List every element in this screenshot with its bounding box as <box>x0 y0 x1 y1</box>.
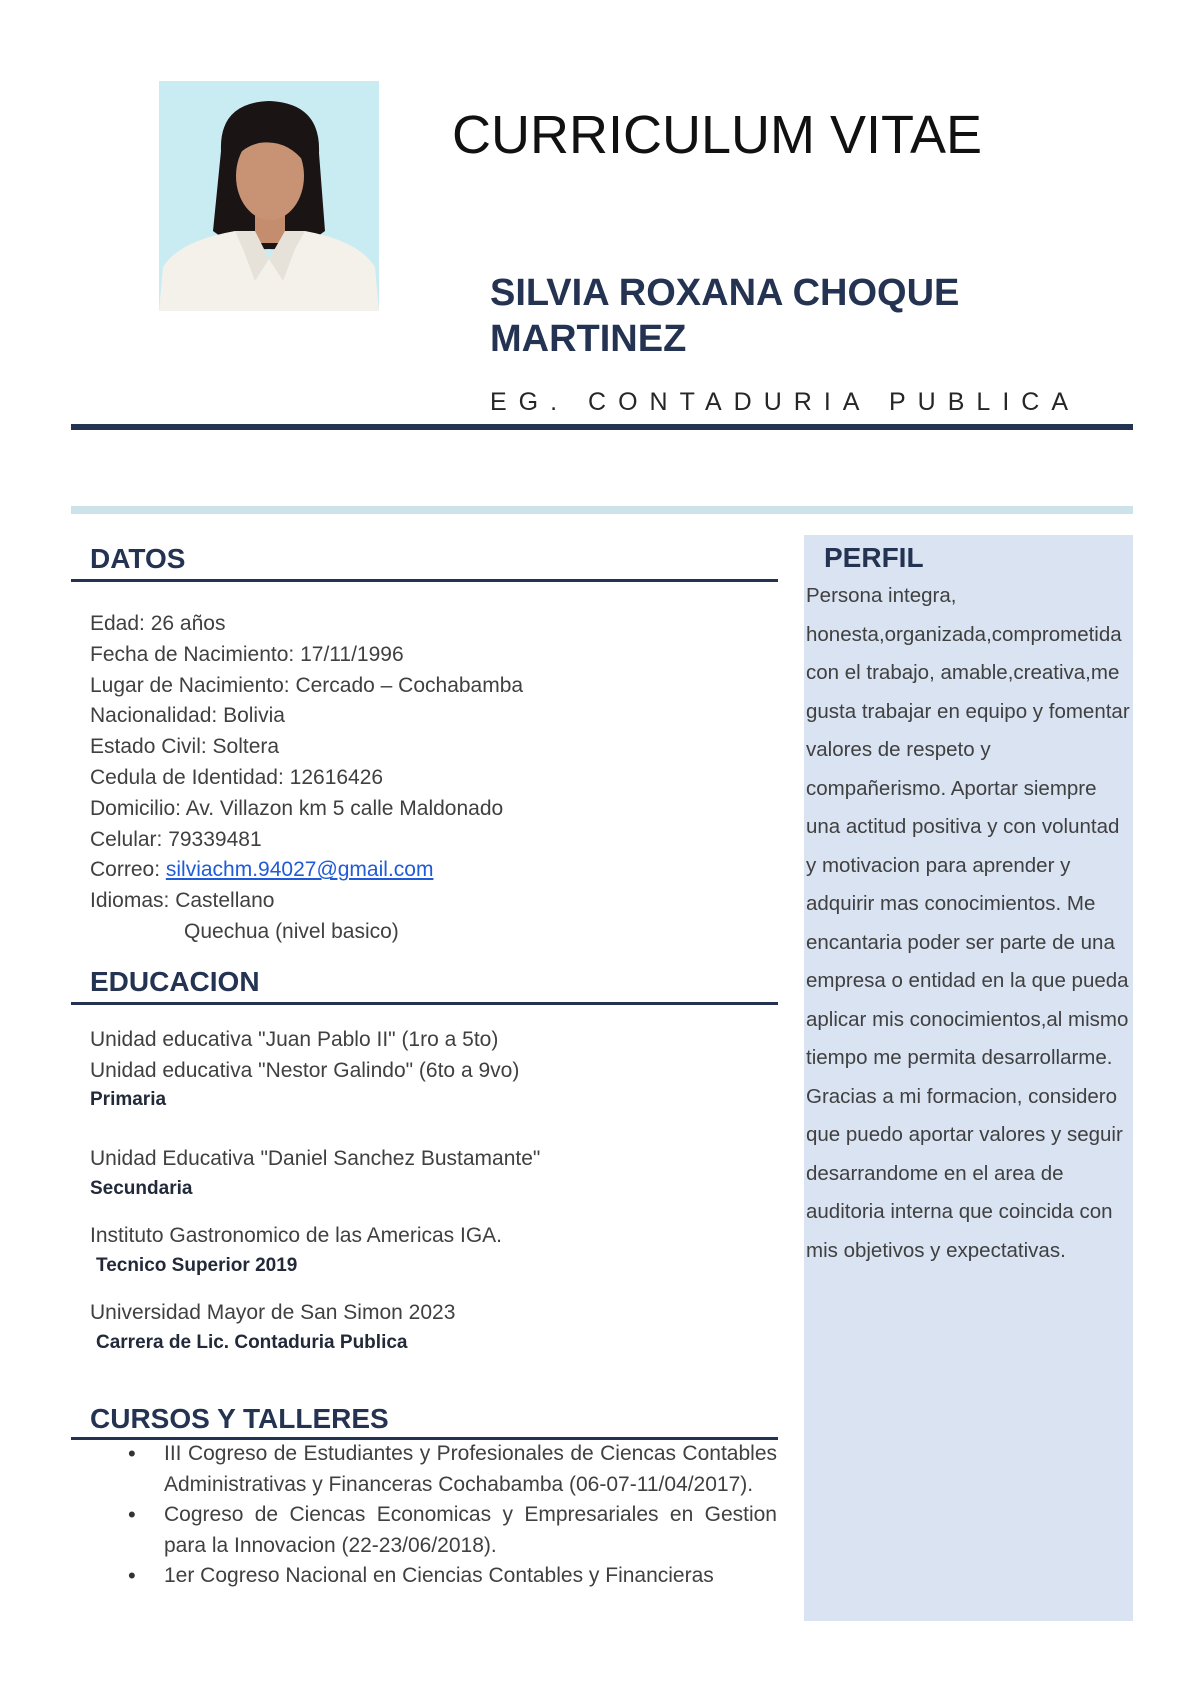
list-item: • 1er Cogreso Nacional en Ciencias Contables y Financieras <box>100 1561 777 1592</box>
perfil-heading: PERFIL <box>824 542 924 573</box>
list-item: • III Cogreso de Estudiantes y Profesionales de Ciencas Contables Administrativas y Financeras Cochabamba (06-07-11/04/2017). <box>100 1439 777 1500</box>
courses-list <box>100 1439 777 1592</box>
profile-photo <box>159 81 379 311</box>
age: Edad: 26 años <box>90 612 226 635</box>
header-accent-divider <box>71 506 1133 514</box>
school-primary-2: Unidad educativa "Nestor Galindo" (6to a 9vo) <box>90 1058 520 1082</box>
personal-data-list <box>90 609 770 948</box>
languages-second: Quechua (nivel basico) <box>184 919 399 943</box>
phone: Celular: 79339481 <box>90 827 262 851</box>
marital-status: Estado Civil: Soltera <box>90 735 280 759</box>
datos-heading: DATOS <box>90 543 186 574</box>
educacion-heading: EDUCACION <box>90 966 260 997</box>
level-primary: Primaria <box>90 1089 167 1110</box>
professional-title: EG. CONTADURIA PUBLICA <box>490 388 1080 416</box>
email-row <box>90 855 770 886</box>
nationality: Nacionalidad: Bolivia <box>90 704 285 728</box>
list-item: • Cogreso de Ciencas Economicas y Empresariales en Gestion para la Innovacion (22-23/06/2018). <box>100 1500 777 1561</box>
education-university <box>90 1298 770 1357</box>
email-link[interactable]: silviachm.94027@gmail.com <box>165 858 434 882</box>
education-technical <box>90 1221 770 1280</box>
id-number: Cedula de Identidad: 12616426 <box>90 765 384 789</box>
education-primary <box>90 1025 770 1114</box>
institute-technical: Instituto Gastronomico de las Americas IGA. <box>90 1224 503 1247</box>
school-secondary: Unidad Educativa "Daniel Sanchez Bustamante" <box>90 1147 541 1170</box>
birth-date: Fecha de Nacimiento: 17/11/1996 <box>90 642 404 666</box>
birth-place: Lugar de Nacimiento: Cercado – Cochabamba <box>90 673 524 697</box>
university: Universidad Mayor de San Simon 2023 <box>90 1301 456 1324</box>
document-title: CURRICULUM VITAE <box>452 105 983 165</box>
person-name: SILVIA ROXANA CHOQUE MARTINEZ <box>490 272 960 360</box>
perfil-text: Persona integra, honesta,organizada,comprometida con el trabajo, amable,creativa,me gusta trabajar en equipo y fomentar valores de respeto y compañerismo. Aportar siempre una actitud positiva y con voluntad y motivacion para aprender y adquirir mas conocimientos. Me encantaria poder ser parte de una empresa o entidad en la que pueda aplicar mis conocimientos,al mismo tiempo me permita desarrollarme. Gracias a mi formacion, considero que puedo aportar valores y seguir desarrandome en el area de auditoria interna que coincida con mis objetivos y expectativas. <box>806 584 1130 1262</box>
cursos-heading: CURSOS Y TALLERES <box>90 1403 389 1434</box>
level-university: Carrera de Lic. Contaduria Publica <box>96 1331 408 1353</box>
datos-divider <box>71 579 778 582</box>
level-technical: Tecnico Superior 2019 <box>96 1254 298 1276</box>
languages: Idiomas: Castellano <box>90 889 275 913</box>
education-secondary <box>90 1144 770 1203</box>
person-portrait-icon <box>159 81 379 311</box>
address: Domicilio: Av. Villazon km 5 calle Maldonado <box>90 796 504 820</box>
header-divider <box>71 424 1133 430</box>
level-secondary: Secundaria <box>90 1177 193 1199</box>
email-label: Correo: <box>90 858 166 882</box>
educacion-divider <box>71 1002 778 1005</box>
school-primary-1: Unidad educativa "Juan Pablo II" (1ro a 5to) <box>90 1028 499 1051</box>
